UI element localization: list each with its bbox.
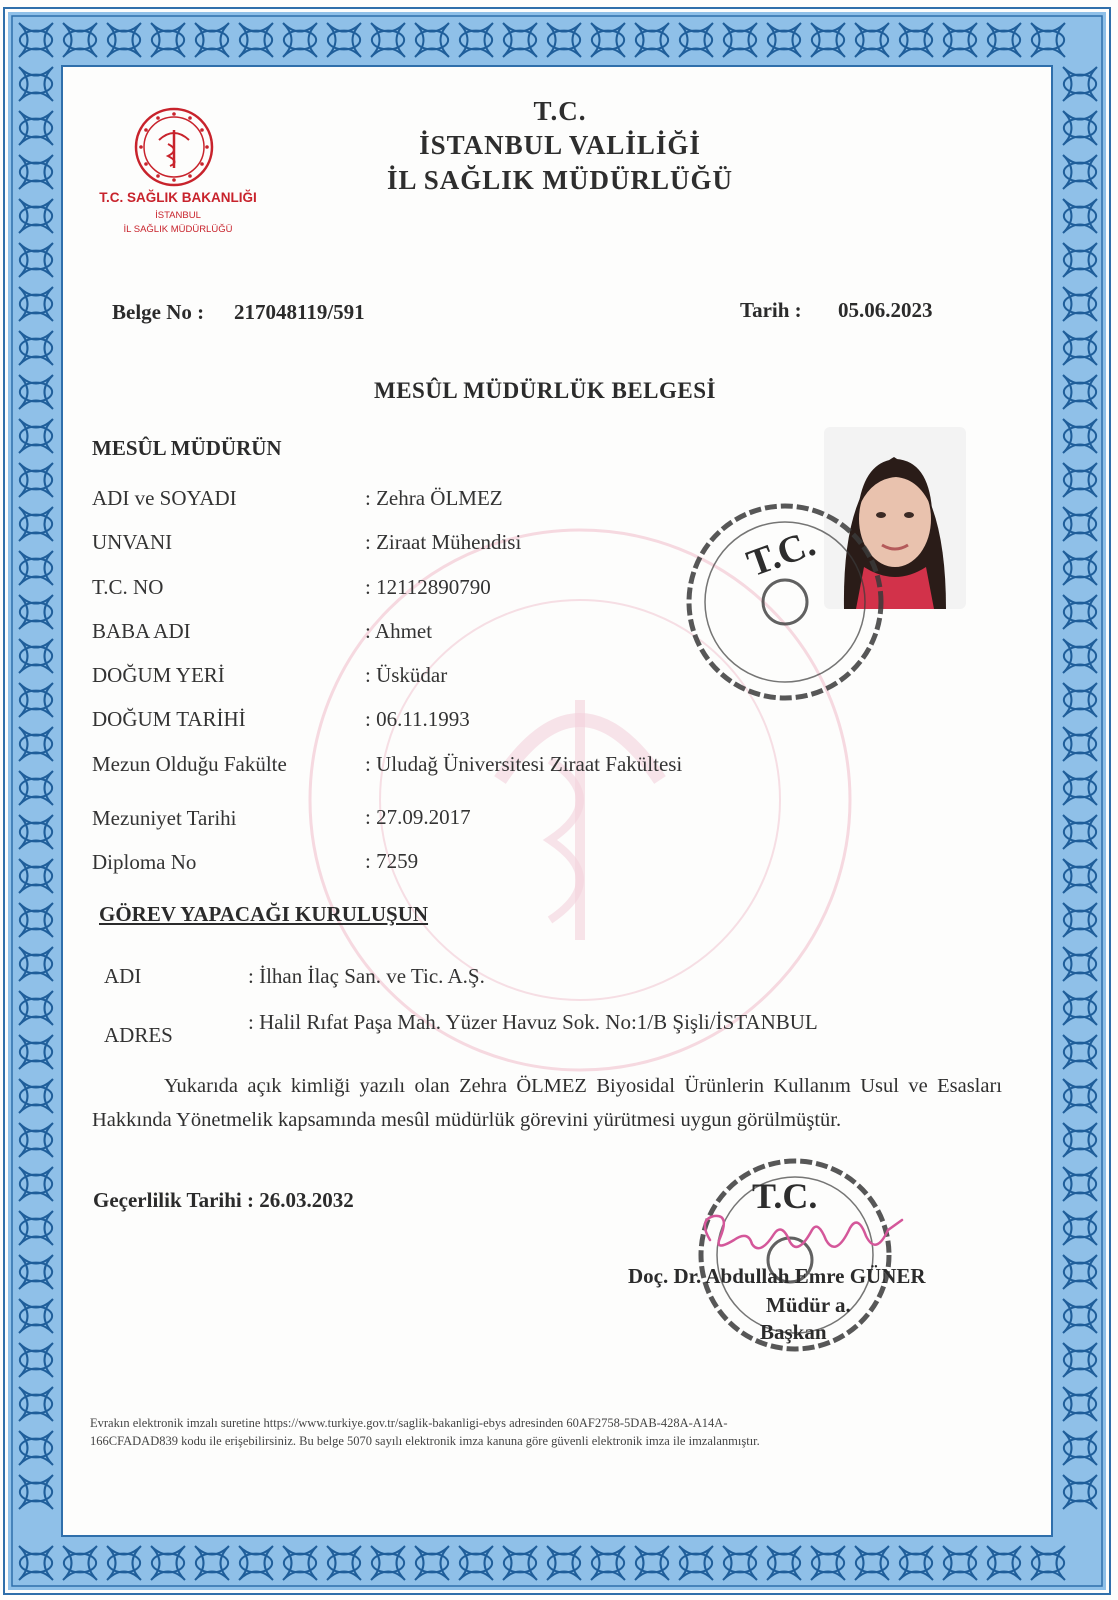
org-value-address: : Halil Rıfat Paşa Mah. Yüzer Havuz Sok. No:1/B Şişli/İSTANBUL (248, 1010, 818, 1034)
footer-line-1: Evrakın elektronik imzalı suretine https://www.turkiye.gov.tr/saglik-bakanligi-ebys adresinden 60AF2758-5DAB-428A-A14A- (90, 1416, 728, 1430)
footer-line-2: 166CFADAD839 kodu ile erişebilirsiniz. Bu belge 5070 sayılı elektronik imza kanuna göre güvenli elektronik imza ile imzalanmıştır. (90, 1434, 760, 1448)
body-paragraph: Yukarıda açık kimliği yazılı olan Zehra ÖLMEZ Biyosidal Ürünlerin Kullanım Usul ve Esasları Hakkında Yönetmelik kapsamında mesûl müdürlük görevini yürütmesi uygun görülmüştür. (92, 1075, 1002, 1131)
validity-date: Geçerlilik Tarihi : 26.03.2032 (93, 1188, 354, 1212)
field-value-title: : Ziraat Mühendisi (365, 530, 522, 554)
logo-ministry-name: T.C. SAĞLIK BAKANLIĞI (99, 190, 257, 205)
document-title: MESÛL MÜDÜRLÜK BELGESİ (373, 378, 716, 403)
handwritten-signature (690, 1200, 920, 1270)
field-label-tc-no: T.C. NO (92, 575, 164, 599)
org-value-name: : İlhan İlaç San. ve Tic. A.Ş. (248, 964, 485, 988)
stamp-bottom-text: T.C. (752, 1176, 818, 1216)
doc-no-value: 217048119/591 (234, 300, 365, 324)
header-governorship: İSTANBUL VALİLİĞİ (419, 130, 701, 160)
field-value-birthdate: : 06.11.1993 (365, 707, 470, 731)
org-section-title: GÖREV YAPACAĞI KURULUŞUN (99, 902, 429, 926)
header-tc: T.C. (533, 96, 587, 126)
field-label-birthplace: DOĞUM YERİ (92, 663, 225, 687)
logo-city: İSTANBUL (155, 210, 201, 221)
field-label-title: UNVANI (92, 530, 173, 554)
field-value-faculty: : Uludağ Üniversitesi Ziraat Fakültesi (365, 752, 683, 776)
field-label-name: ADI ve SOYADI (92, 486, 237, 510)
org-label-address: ADRES (104, 1023, 173, 1047)
field-value-birthplace: : Üsküdar (365, 663, 448, 687)
field-value-father: : Ahmet (365, 619, 433, 643)
date-value: 05.06.2023 (838, 298, 933, 322)
field-value-diploma: : 7259 (365, 849, 419, 873)
person-section-title: MESÛL MÜDÜRÜN (92, 436, 282, 460)
field-label-faculty: Mezun Olduğu Fakülte (92, 752, 287, 776)
field-value-graduation: : 27.09.2017 (365, 805, 471, 829)
signatory-role2: Başkan (760, 1320, 827, 1344)
field-label-graduation: Mezuniyet Tarihi (92, 806, 237, 830)
field-label-birthdate: DOĞUM TARİHİ (92, 707, 246, 731)
stamp-top-text: T.C. (741, 522, 821, 586)
org-label-name: ADI (104, 964, 142, 988)
signatory-name: Doç. Dr. Abdullah Emre GÜNER (628, 1264, 926, 1288)
field-value-name: : Zehra ÖLMEZ (365, 486, 503, 510)
header-directorate: İL SAĞLIK MÜDÜRLÜĞÜ (386, 165, 734, 195)
date-label: Tarih : (740, 298, 802, 322)
official-stamp-top (680, 492, 890, 712)
logo-directorate: İL SAĞLIK MÜDÜRLÜĞÜ (123, 224, 233, 235)
field-label-father: BABA ADI (92, 619, 191, 643)
field-label-diploma: Diploma No (92, 850, 197, 874)
doc-no-label: Belge No : (112, 300, 205, 324)
field-value-tc-no: : 12112890790 (365, 575, 491, 599)
signatory-role1: Müdür a. (766, 1293, 851, 1317)
ministry-logo-icon (133, 106, 215, 188)
